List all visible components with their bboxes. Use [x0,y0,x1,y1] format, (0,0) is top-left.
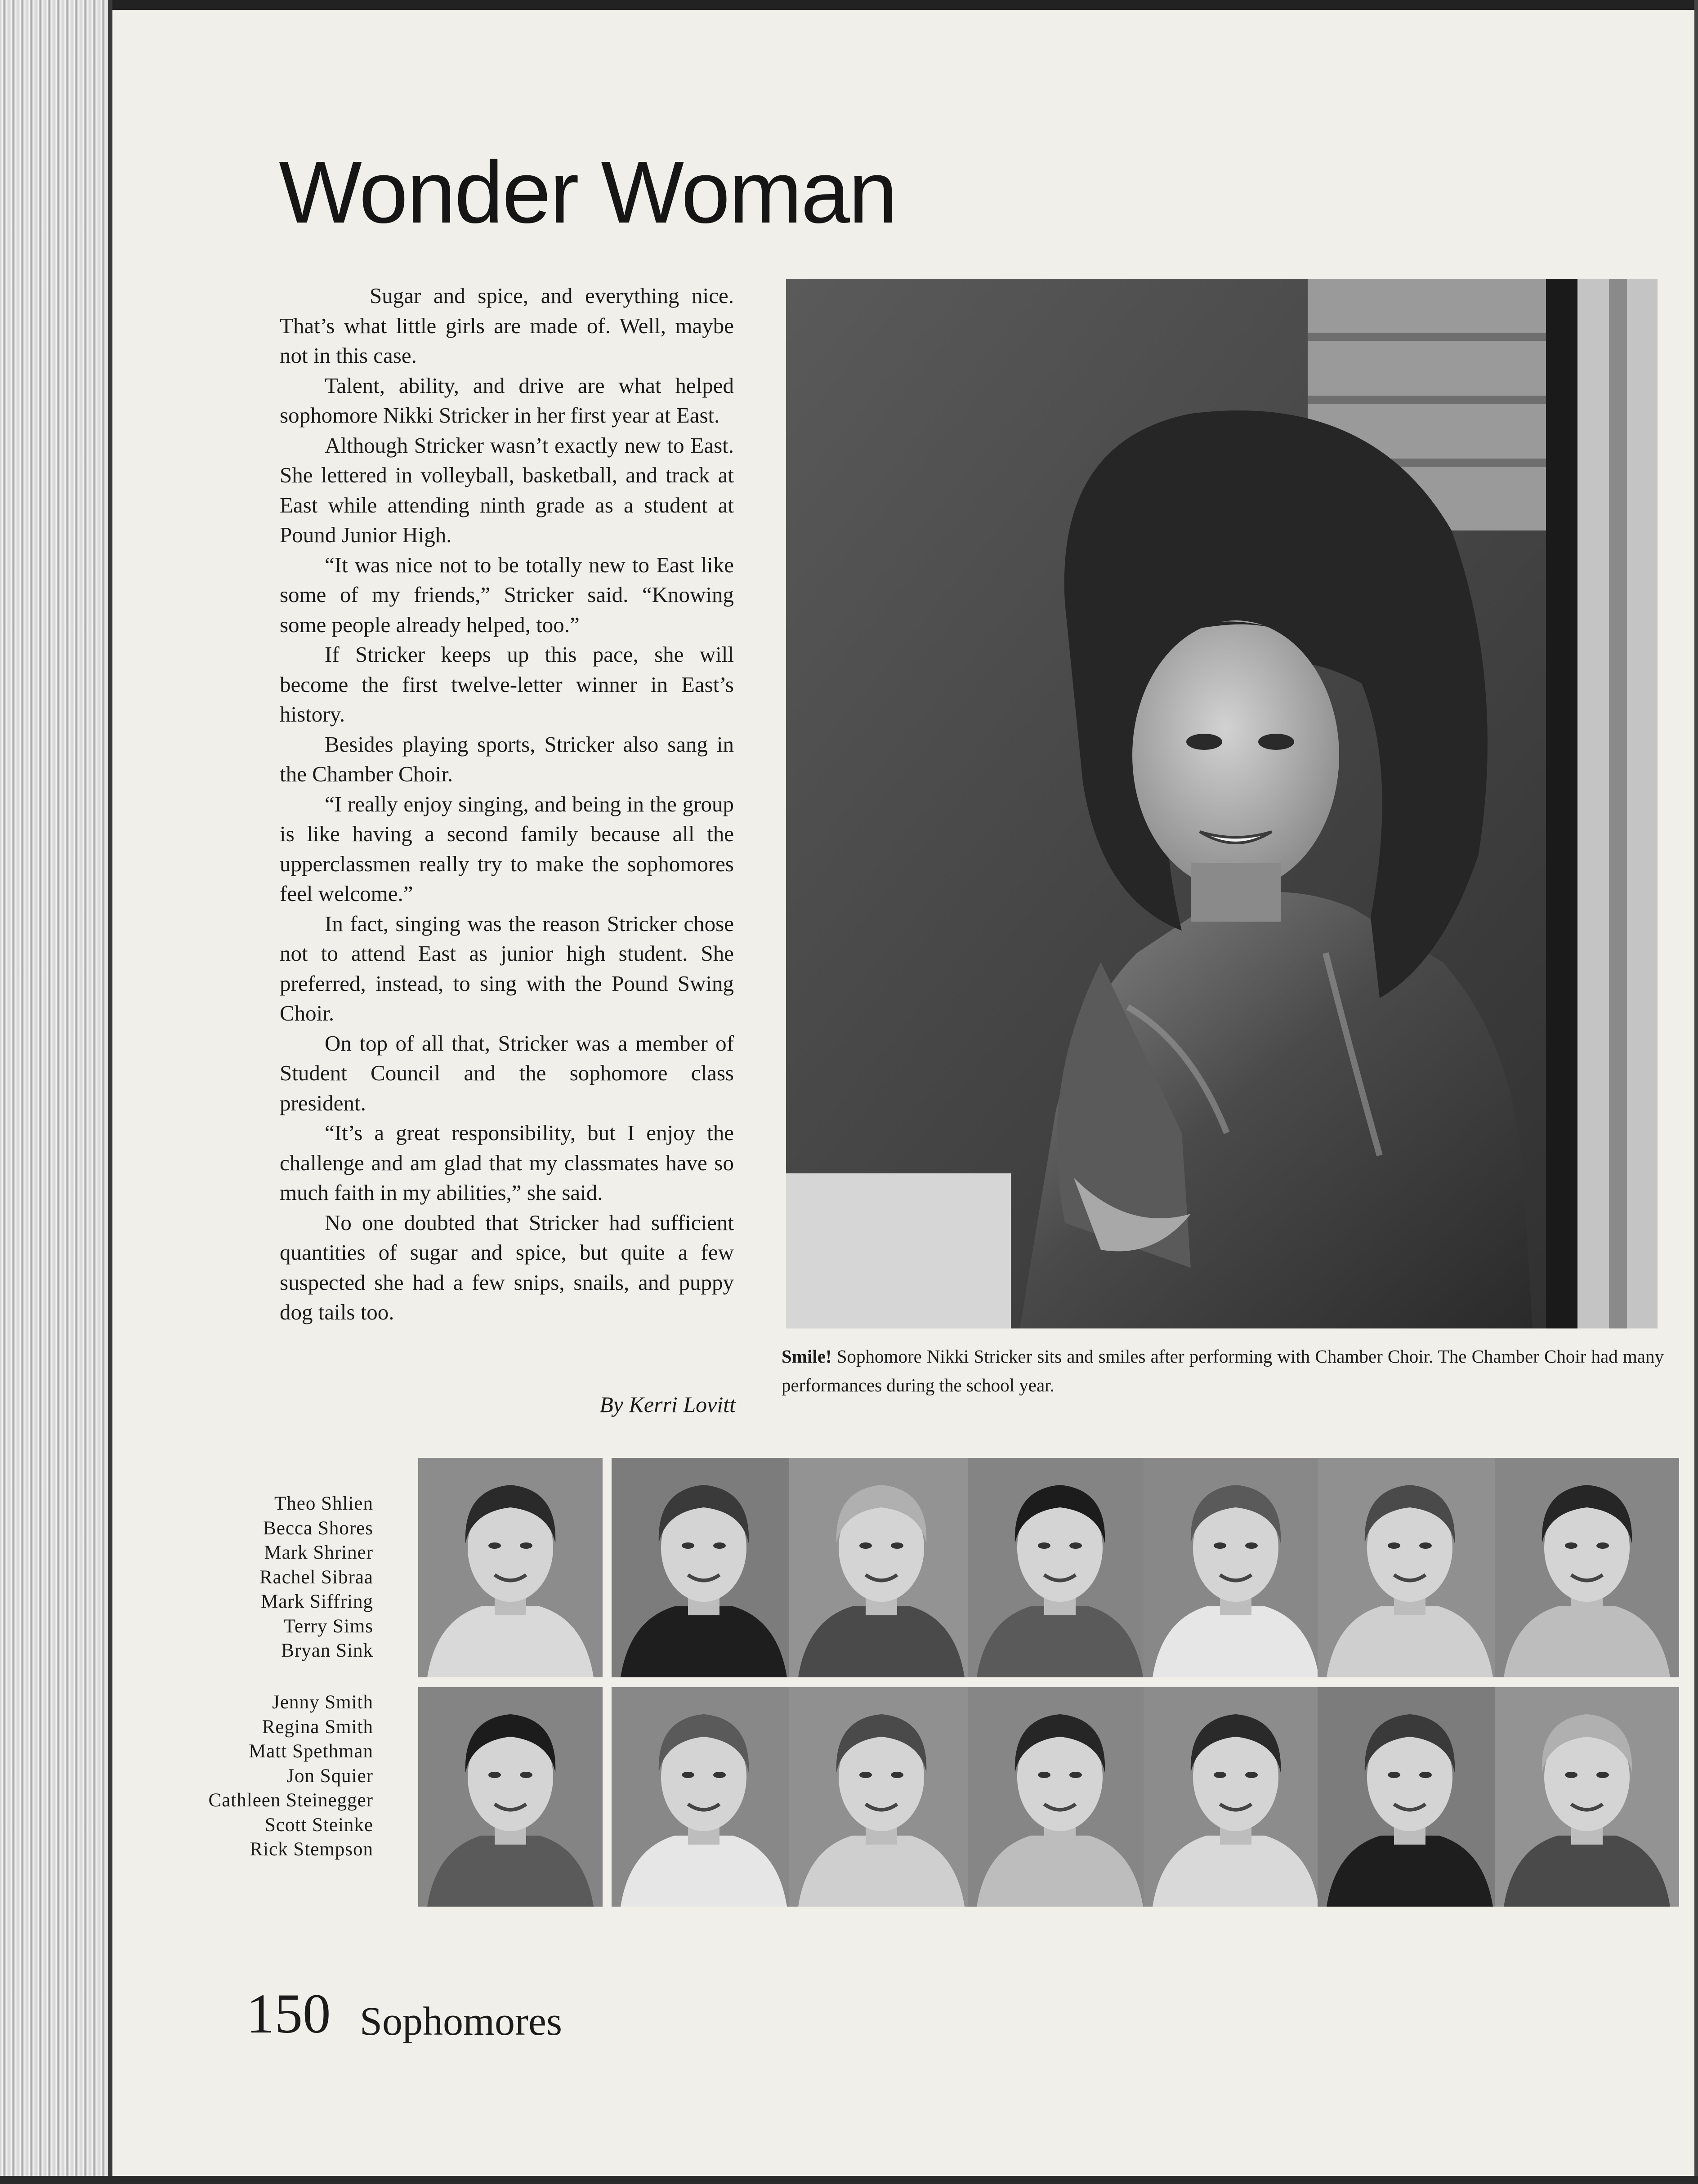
student-portrait [1495,1458,1679,1677]
article-body [280,281,734,1328]
student-portrait [612,1687,796,1907]
student-portrait [1495,1687,1679,1907]
names-list-row-1 [148,1492,373,1663]
caption-text: Sophomore Nikki Stricker sits and smiles after performing with Chamber Choir. The Chamber Choir had many performances during the school year. [782,1346,1664,1395]
article-paragraph: “It was nice not to be totally new to East like some of my friends,” Stricker said. “Knowing some people already helped, too.” [280,552,734,637]
student-name: Regina Smith [262,1716,373,1738]
article-paragraph: In fact, singing was the reason Stricker chose not to attend East as junior high student. She preferred, instead, to sing with the Pound Swing Choir. [280,911,734,1025]
article-paragraph: Sugar and spice, and everything nice. That’s what little girls are made of. Well, maybe not in this case. [280,283,734,368]
caption-lead: Smile! [782,1346,832,1367]
portrait-grid [418,1458,1673,1908]
article-paragraph: Besides playing sports, Stricker also sang in the Chamber Choir. [280,731,734,786]
page-number: 150 [246,1983,331,2045]
photo-caption [782,1342,1664,1400]
student-portrait [1318,1687,1502,1907]
article-paragraph: No one doubted that Stricker had sufficient quantities of sugar and spice, but quite a few suspected she had a few snips, snails, and puppy dog tails too. [280,1210,734,1324]
student-portrait [968,1458,1152,1677]
article-paragraph: “I really enjoy singing, and being in the group is like having a second family because all the upperclassmen really try to make the sophomores feel welcome.” [280,791,734,906]
student-name: Mark Siffring [261,1591,373,1612]
section-title: Sophomores [360,1999,562,2044]
student-name: Bryan Sink [281,1640,373,1661]
student-portrait [1318,1458,1502,1677]
student-name: Jon Squier [286,1765,373,1787]
article-paragraph: On top of all that, Stricker was a member of Student Council and the sophomore class president. [280,1030,734,1115]
article-paragraph: If Stricker keeps up this pace, she will become the first twelve-letter winner in East’s history. [280,642,734,727]
page-stack-edge [0,0,112,2184]
student-name: Becca Shores [263,1517,373,1539]
names-list-row-2 [148,1690,373,1862]
student-name: Terry Sims [283,1615,373,1637]
student-portrait [418,1458,603,1677]
student-portrait [789,1687,974,1907]
byline: By Kerri Lovitt [599,1392,736,1417]
article-paragraph: Talent, ability, and drive are what helped sophomore Nikki Stricker in her first year at East. [280,373,734,428]
article-paragraph: Although Stricker wasn’t exactly new to East. She lettered in volleyball, basketball, and track at East while attending ninth grade as a student at Pound Junior High. [280,432,734,547]
student-name: Rick Stempson [250,1839,373,1860]
student-name: Cathleen Steinegger [208,1790,373,1811]
page-right-shadow [1694,0,1698,2184]
page-bottom-shadow [0,2176,1698,2184]
student-name: Theo Shlien [274,1493,373,1514]
student-name: Scott Steinke [264,1814,373,1836]
student-portrait [1144,1458,1328,1677]
student-name: Rachel Sibraa [259,1566,373,1588]
article-paragraph: “It’s a great responsibility, but I enjoy the challenge and am glad that my classmates have so much faith in my abilities,” she said. [280,1120,734,1205]
student-portrait [789,1458,974,1677]
student-name: Mark Shriner [264,1542,373,1563]
student-name: Jenny Smith [272,1692,373,1713]
student-portrait [418,1687,603,1907]
feature-photo [786,279,1658,1328]
student-portrait [1144,1687,1328,1907]
student-portrait [968,1687,1152,1907]
page-top-shadow [0,0,1698,10]
student-name: Matt Spethman [249,1741,373,1762]
student-portrait [612,1458,796,1677]
headline: Wonder Woman [279,143,896,241]
